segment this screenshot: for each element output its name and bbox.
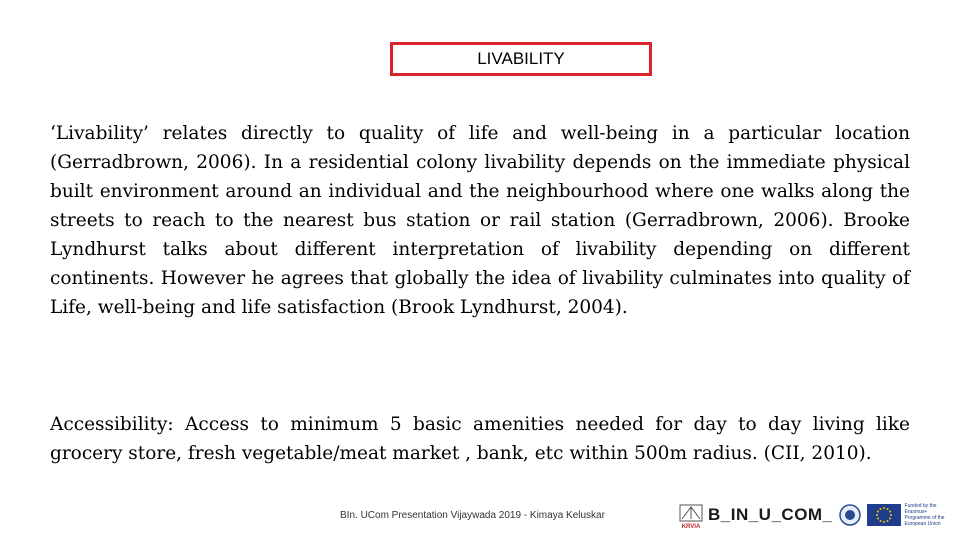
- krvia-label: KRVIA: [681, 524, 701, 530]
- eu-funding-logo: [867, 503, 953, 527]
- partner-logos: [678, 500, 953, 530]
- krvia-logo: [678, 501, 704, 529]
- livability-paragraph: ‘Livability’ relates directly to quality of life and well-being in a particular location (Gerradbrown, 2006). In a residential colony livability depends on the immediate physical built environment around an individual and the neighbourhood where one walks along the streets to reach to the nearest bus station or rail station (Gerradbrown, 2006). Brooke Lyndhurst talks about different interpretation of livability depending on different continents. However he agrees that globally the idea of livability culminates into quality of Life, well-being and life satisfaction (Brook Lyndhurst, 2004).: [50, 123, 910, 318]
- eu-funding-text: Funded by the Erasmus+ Programme of the European Union: [904, 503, 945, 527]
- footer-caption: BIn. UCom Presentation Vijaywada 2019 - Kimaya Keluskar: [340, 510, 605, 521]
- accessibility-paragraph: Accessibility: Access to minimum 5 basic amenities needed for day to day living like grocery store, fresh vegetable/meat market , bank, etc within 500m radius. (CII, 2010).: [50, 414, 910, 464]
- eu-flag-icon: [867, 504, 901, 526]
- university-seal-icon: [839, 504, 861, 526]
- slide-title: LIVABILITY: [390, 42, 652, 76]
- krvia-emblem-icon: [678, 501, 704, 523]
- bincom-logo: B_IN_U_COM_: [708, 505, 833, 524]
